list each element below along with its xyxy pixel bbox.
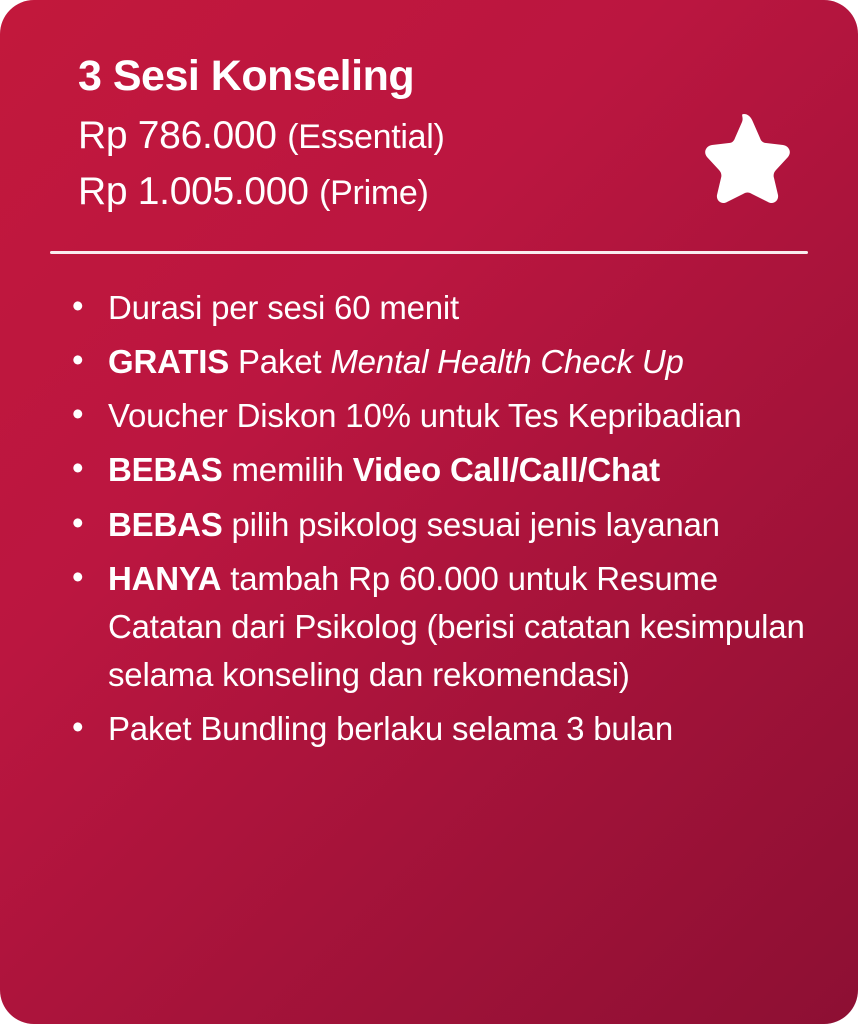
divider [50,251,808,254]
benefit-italic: Mental Health Check Up [330,343,684,381]
benefit-text: Paket Bundling berlaku selama 3 bulan [108,710,673,748]
benefits-list [42,284,816,754]
page-title: 3 Sesi Konseling [78,52,415,100]
price-essential-amount: Rp 786.000 [78,114,277,158]
list-item [56,392,806,440]
benefit-text: memilih [222,451,353,489]
list-item [56,338,806,386]
benefit-text: Durasi per sesi 60 menit [108,288,460,326]
price-prime-qualifier: (Prime) [319,173,429,212]
list-item [56,446,806,494]
benefit-text: Paket [229,343,331,381]
list-item [56,501,806,549]
benefit-text: pilih psikolog sesuai jenis layanan [222,505,720,543]
list-item [56,284,806,332]
list-item [56,555,806,700]
price-essential-qualifier: (Essential) [287,118,445,157]
benefit-emphasis: BEBAS [108,505,223,543]
price-prime-amount: Rp 1.005.000 [78,169,309,213]
star-icon [694,110,794,210]
card-header [42,52,816,219]
list-item [56,705,806,753]
benefit-emphasis: HANYA [108,559,222,597]
benefit-emphasis: BEBAS [108,451,223,489]
benefit-text: tambah Rp 60.000 untuk Resume Catatan dari Psikolog (berisi catatan kesimpulan selama konseling dan rekomendasi) [108,559,805,694]
benefit-emphasis: GRATIS [108,343,230,381]
benefit-text: Voucher Diskon 10% untuk Tes Kepribadian [108,397,742,435]
benefit-emphasis-2: Video Call/Call/Chat [352,451,660,489]
